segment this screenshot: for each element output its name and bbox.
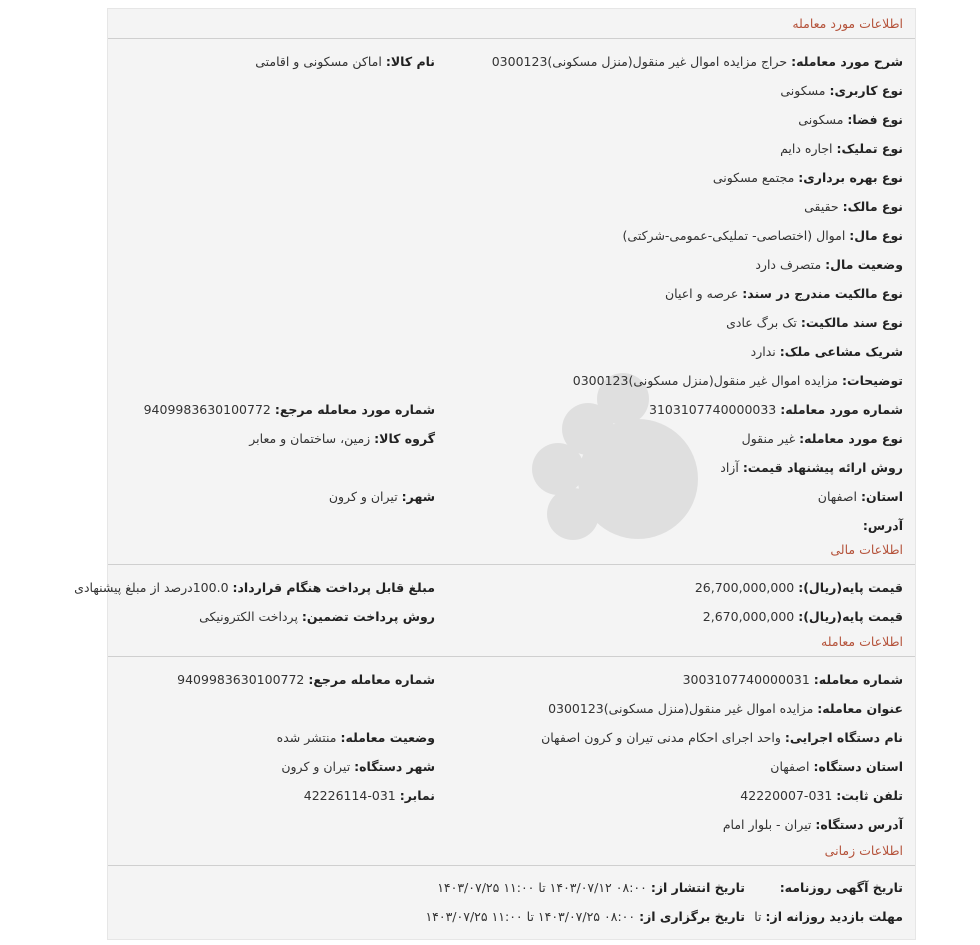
field-item-type: نوع مورد معامله: غیر منقول [741,431,903,446]
details-panel [74,8,916,940]
field-phone: تلفن ثابت: 031-42220007 [740,788,903,803]
field-property-status: وضعیت مال: متصرف دارد [755,257,903,272]
field-bid-method: روش ارائه پیشنهاد قیمت: آزاد [720,460,903,475]
section-title-deal-info: اطلاعات مورد معامله [792,16,903,31]
field-deal-desc: شرح مورد معامله: حراج مزایده اموال غیر منقول(منزل مسکونی)0300123 [491,54,903,69]
field-province: استان: اصفهان [817,489,903,504]
field-guarantee-method: روش پرداخت تضمین: پرداخت الکترونیکی [199,609,435,624]
field-agency-city: شهر دستگاه: تیران و کرون [281,759,435,774]
field-payable: مبلغ قابل پرداخت هنگام قرارداد: 100.0درصد از مبلغ پیشنهادی [74,580,435,595]
field-partner: شریک مشاعی ملک: ندارد [750,344,903,359]
field-ref-no: شماره مورد معامله مرجع: 9409983630100772 [143,402,435,417]
divider [108,656,915,657]
field-agency: نام دستگاه اجرایی: واحد اجرای احکام مدنی تیران و کرون اصفهان [541,730,903,745]
field-deal-title: عنوان معامله: مزایده اموال غیر منقول(منزل مسکونی)0300123 [548,701,903,716]
section-title-financial: اطلاعات مالی [830,542,903,557]
field-usage: نوع کاربری: مسکونی [780,83,903,98]
field-fax: نمابر: 031-42226114 [303,788,435,803]
field-newspaper-date: تاریخ آگهی روزنامه: [779,880,903,895]
field-deal-no: شماره معامله: 3003107740000031 [682,672,903,687]
field-base-price-2: قیمت پایه(ریال): 2,670,000,000 [702,609,903,624]
field-doc-ownership: نوع مالکیت مندرج در سند: عرصه و اعیان [664,286,903,301]
field-publish-date: تاریخ انتشار از: ۰۸:۰۰ ۱۴۰۳/۰۷/۱۲ تا ۱۱:۰۰ ۱۴۰۳/۰۷/۲۵ [437,880,745,895]
field-base-price: قیمت پایه(ریال): 26,700,000,000 [694,580,903,595]
field-agency-province: استان دستگاه: اصفهان [770,759,903,774]
field-ownership-type: نوع تملیک: اجاره دایم [780,141,903,156]
field-space: نوع فضا: مسکونی [798,112,903,127]
divider [108,564,915,565]
field-ref-deal-no: شماره معامله مرجع: 9409983630100772 [177,672,435,687]
field-deal-status: وضعیت معامله: منتشر شده [276,730,435,745]
divider [108,38,915,39]
field-exploitation: نوع بهره برداری: مجتمع مسکونی [712,170,903,185]
field-city: شهر: تیران و کرون [328,489,435,504]
field-property-type: نوع مال: اموال (اختصاصی- تملیکی-عمومی-شرکتی) [622,228,903,243]
section-title-time: اطلاعات زمانی [824,843,903,858]
field-notes: توضیحات: مزایده اموال غیر منقول(منزل مسکونی)0300123 [572,373,903,388]
field-owner-type: نوع مالک: حقیقی [804,199,903,214]
section-title-deal: اطلاعات معامله [821,634,903,649]
field-deal-item-no: شماره مورد معامله: 3103107740000033 [649,402,903,417]
field-agency-address: آدرس دستگاه: تیران - بلوار امام [722,817,903,832]
field-address: آدرس: [862,518,903,533]
field-hold-date: تاریخ برگزاری از: ۰۸:۰۰ ۱۴۰۳/۰۷/۲۵ تا ۱۱:۰۰ ۱۴۰۳/۰۷/۲۵ [425,909,745,924]
field-goods-group: گروه کالا: زمین، ساختمان و معابر [249,431,435,446]
divider [108,865,915,866]
field-visit-deadline: مهلت بازدید روزانه از: تا [754,909,903,924]
field-deed-type: نوع سند مالکیت: تک برگ عادی [726,315,903,330]
field-goods-name: نام کالا: اماکن مسکونی و اقامتی [255,54,435,69]
